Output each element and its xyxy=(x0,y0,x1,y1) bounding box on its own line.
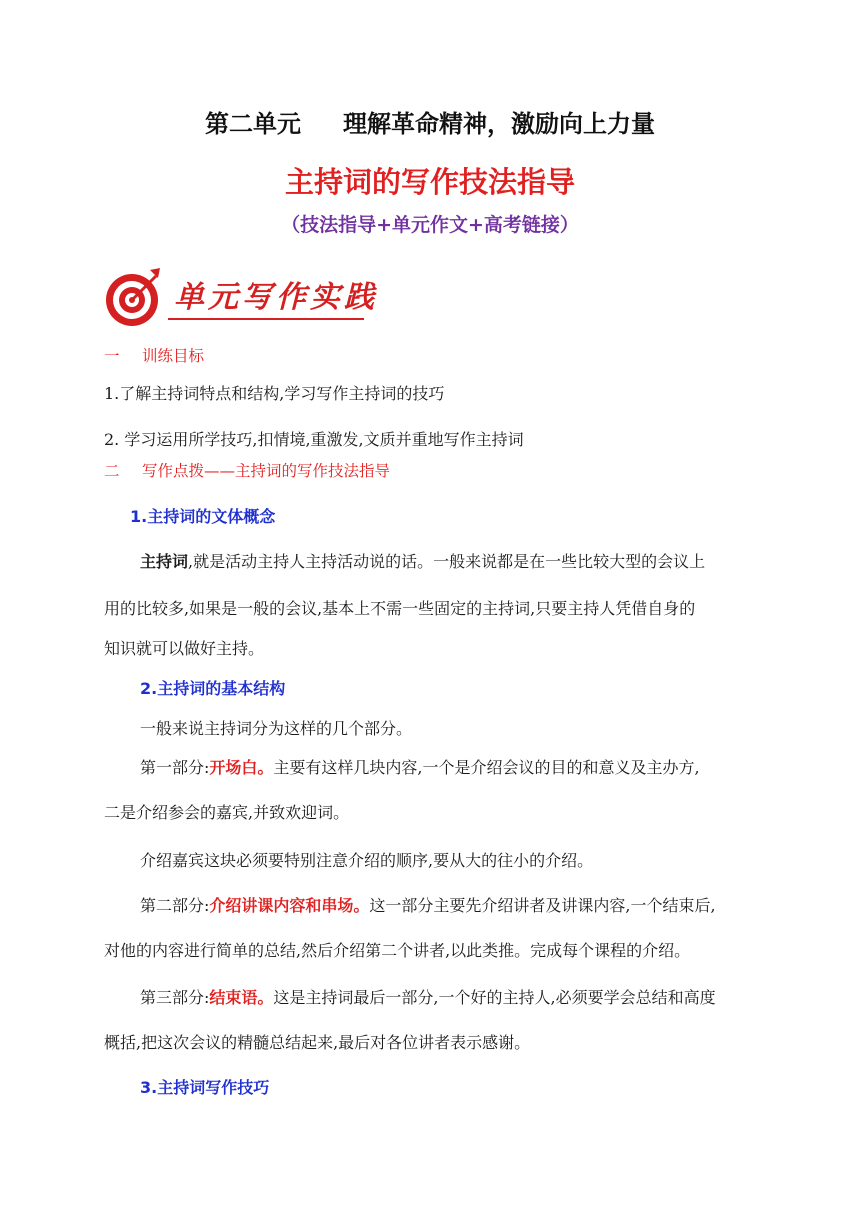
paragraph-text: ,就是活动主持人主持活动说的话。一般来说都是在一些比较大型的会议上 xyxy=(188,552,706,571)
paragraph-line xyxy=(140,893,716,916)
subheading-concept: 1.主持词的文体概念 xyxy=(130,507,276,526)
part-text: 主要有这样几块内容,一个是介绍会议的目的和意义及主办方, xyxy=(273,758,700,777)
paragraph-line: 知识就可以做好主持。 xyxy=(104,639,265,658)
paragraph-line: 介绍嘉宾这块必须要特别注意介绍的顺序,要从大的往小的介绍。 xyxy=(140,851,594,870)
paragraph-line xyxy=(140,549,705,572)
unit-theme: 理解革命精神，激励向上力量 xyxy=(343,110,655,138)
paragraph-line: 用的比较多,如果是一般的会议,基本上不需一些固定的主持词,只要主持人凭借自身的 xyxy=(104,599,696,618)
paragraph-line: 二是介绍参会的嘉宾,并致欢迎词。 xyxy=(104,803,350,822)
section-number: 二 xyxy=(104,462,120,480)
section-number: 一 xyxy=(104,347,120,365)
term: 主持词 xyxy=(140,552,189,571)
part-lead: 第二部分: xyxy=(140,896,210,915)
subheading-structure: 2.主持词的基本结构 xyxy=(140,679,286,698)
unit-number: 第二单元 xyxy=(205,110,301,138)
unit-title xyxy=(0,104,860,139)
banner-label: 单元写作实践 xyxy=(174,280,378,315)
part-lead: 第一部分: xyxy=(140,758,210,777)
banner-underline xyxy=(168,318,364,320)
paragraph-line xyxy=(140,985,716,1008)
part-lead: 第三部分: xyxy=(140,988,210,1007)
paragraph-line: 对他的内容进行简单的总结,然后介绍第二个讲者,以此类推。完成每个课程的介绍。 xyxy=(104,941,691,960)
part-key: 开场白。 xyxy=(209,758,274,777)
goal-item: 2. 学习运用所学技巧,扣情境,重激发,文质并重地写作主持词 xyxy=(104,430,524,449)
section-heading-2 xyxy=(104,459,390,481)
part-key: 介绍讲课内容和串场。 xyxy=(209,896,370,915)
part-text: 这是主持词最后一部分,一个好的主持人,必须要学会总结和高度 xyxy=(273,988,716,1007)
target-arrow-icon xyxy=(104,264,168,328)
section-heading-1 xyxy=(104,344,204,366)
section-banner xyxy=(104,264,378,328)
section-title: 训练目标 xyxy=(142,347,205,365)
part-text: 这一部分主要先介绍讲者及讲课内容,一个结束后, xyxy=(369,896,716,915)
goal-item: 1.了解主持词特点和结构,学习写作主持词的技巧 xyxy=(104,384,445,403)
subheading-skills: 3.主持词写作技巧 xyxy=(140,1078,270,1097)
section-title: 写作点拨——主持词的写作技法指导 xyxy=(142,462,391,480)
paragraph-line: 一般来说主持词分为这样的几个部分。 xyxy=(140,719,413,738)
paragraph-line xyxy=(140,755,700,778)
page-title: 主持词的写作技法指导 xyxy=(284,165,575,199)
part-key: 结束语。 xyxy=(209,988,274,1007)
paragraph-line: 概括,把这次会议的精髓总结起来,最后对各位讲者表示感谢。 xyxy=(104,1033,531,1052)
page-subtitle: （技法指导+单元作文+高考链接） xyxy=(281,214,579,236)
